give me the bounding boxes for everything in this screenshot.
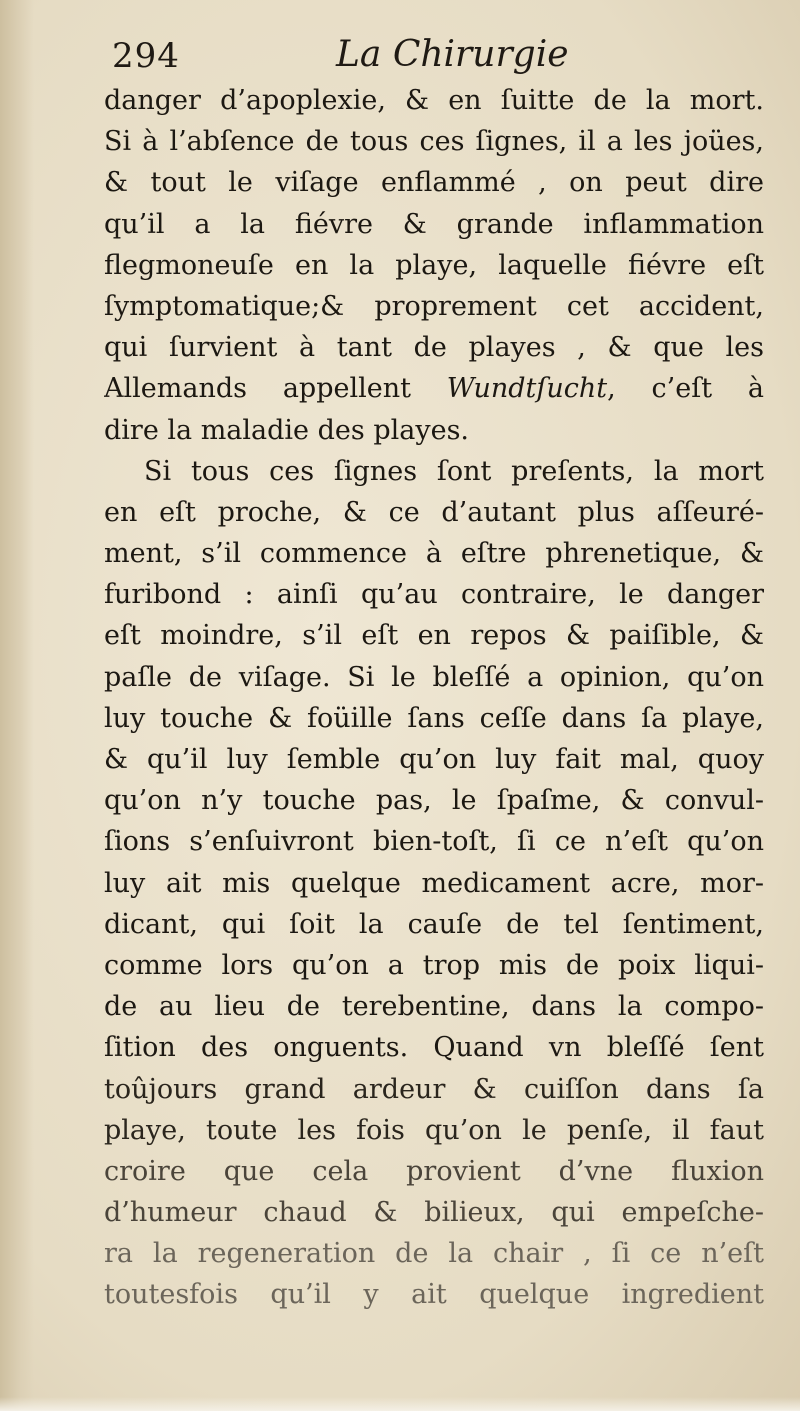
text-line: de au lieu de terebentine, dans la compo- bbox=[104, 991, 764, 1023]
text-line: & qu’il luy ſemble qu’on luy fait mal, quoy bbox=[104, 744, 764, 775]
text-line: ment, s’il commence à eſtre phrenetique, & bbox=[104, 538, 764, 570]
text-line: qu’il a la fiévre & grande inflammation bbox=[104, 208, 764, 240]
text-line: eſt moindre, s’il eſt en repos & paiſible, & bbox=[104, 620, 764, 652]
text-line: qui ſurvient à tant de playes , & que les bbox=[104, 332, 764, 364]
text-line: croire que cela provient d’vne fluxion bbox=[104, 1155, 764, 1187]
page-bottom-edge bbox=[0, 1397, 800, 1411]
text-line: qu’on n’y touche pas, le ſpaſme, & convul- bbox=[104, 785, 764, 817]
text-line: flegmoneuſe en la playe, laquelle fiévre eſt bbox=[104, 249, 764, 281]
text-line: dicant, qui ſoit la cauſe de tel ſentiment, bbox=[104, 908, 764, 940]
text-line: ſition des onguents. Quand vn bleſſé ſent bbox=[104, 1032, 764, 1064]
text-line: ſions s’enſuivront bien-toſt, ſi ce n’eſt qu’on bbox=[104, 826, 764, 858]
text-line: & tout le viſage enflammé , on peut dire bbox=[104, 167, 764, 199]
text-line: paſle de viſage. Si le bleſſé a opinion, qu’on bbox=[104, 661, 764, 693]
text-line: dire la maladie des playes. bbox=[104, 414, 470, 446]
text-line: luy ait mis quelque medicament acre, mor- bbox=[104, 867, 764, 899]
text-line: playe, toute les fois qu’on le penſe, il faut bbox=[104, 1114, 764, 1146]
text-segment: Allemands appellent bbox=[104, 373, 447, 405]
text-line: ſymptomatique;& proprement cet accident, bbox=[104, 290, 764, 322]
text-line: toutesfois qu’il y ait quelque ingredient bbox=[104, 1279, 764, 1311]
page-number: 294 bbox=[112, 36, 180, 76]
text-line: ra la regeneration de la chair , ſi ce n’eſt bbox=[104, 1238, 764, 1270]
text-line: danger d’apoplexie, & en ſuitte de la mort. bbox=[104, 85, 764, 116]
text-line: Si à l’abſence de tous ces ſignes, il a les joües, bbox=[104, 126, 764, 158]
text-line: d’humeur chaud & bilieux, qui empeſche- bbox=[104, 1197, 764, 1229]
text-line: furibond : ainſi qu’au contraire, le danger bbox=[104, 579, 764, 611]
text-line: toûjours grand ardeur & cuiſſon dans ſa bbox=[104, 1073, 764, 1105]
text-line: comme lors qu’on a trop mis de poix liqui- bbox=[104, 949, 764, 981]
paragraph-first-line: Si tous ces ſignes ſont preſents, la mort bbox=[144, 455, 764, 487]
text-line: en eſt proche, & ce d’autant plus aſſeuré- bbox=[104, 496, 764, 528]
text-line: luy touche & foüille ſans ceſſe dans ſa playe, bbox=[104, 702, 764, 734]
page-header bbox=[112, 30, 752, 80]
body-text bbox=[104, 80, 764, 1316]
running-title: La Chirurgie bbox=[336, 34, 569, 75]
italic-german-term: Wundtſucht bbox=[446, 373, 608, 405]
text-line-with-italic-term bbox=[104, 368, 764, 409]
page-gutter-shadow bbox=[0, 0, 34, 1411]
text-segment: , c’eſt à bbox=[607, 373, 764, 405]
